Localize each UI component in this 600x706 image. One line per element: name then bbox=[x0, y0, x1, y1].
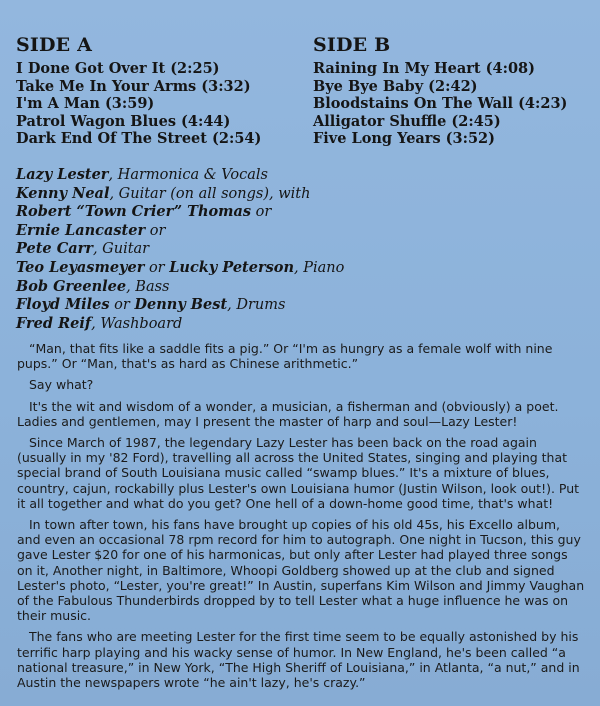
musician-role: , Harmonica & Vocals bbox=[108, 167, 268, 183]
musician-name: Pete Carr bbox=[16, 240, 93, 258]
personnel-credits bbox=[16, 166, 344, 333]
side-b-tracklist bbox=[313, 60, 567, 148]
musician-name: Floyd Miles bbox=[16, 296, 110, 314]
track-item: Patrol Wagon Blues (4:44) bbox=[16, 112, 231, 130]
credit-line bbox=[16, 315, 344, 334]
musician-name: Bob Greenlee bbox=[16, 277, 127, 295]
liner-paragraph: It's the wit and wisdom of a wonder, a musician, a fisherman and (obviously) a poet. Ladies and gentlemen, may I present the master of harp and soul—Lazy Lester! bbox=[17, 398, 559, 429]
track-item: I Done Got Over It (2:25) bbox=[16, 60, 220, 77]
liner-paragraph: “Man, that fits like a saddle fits a pig.” Or “I'm as hungry as a female wolf with nine pups.” Or “Man, that's as hard as Chinese arithmetic.” bbox=[17, 341, 553, 372]
side-a-title: SIDE A bbox=[16, 34, 93, 56]
track-item: Dark End Of The Street (2:54) bbox=[16, 130, 262, 148]
musician-role: , Guitar bbox=[92, 241, 150, 258]
musician-role: , Guitar (on all songs), with bbox=[109, 185, 311, 202]
musician-name: Kenny Neal bbox=[16, 184, 110, 202]
credit-line bbox=[16, 296, 344, 315]
credit-connector: or bbox=[109, 297, 135, 314]
track-item: I'm A Man (3:59) bbox=[16, 95, 155, 113]
musician-name: Denny Best bbox=[134, 296, 228, 314]
credit-line bbox=[16, 240, 344, 259]
musician-role: or bbox=[251, 204, 272, 221]
musician-name: Robert “Town Crier” Thomas bbox=[16, 203, 252, 221]
track-item: Alligator Shuffle (2:45) bbox=[313, 112, 501, 130]
liner-paragraph: The fans who are meeting Lester for the first time seem to be equally astonished by his terrific harp playing and his wacky sense of humor. In New England, he's been called “a national treasure,” in New York, “The High Sheriff of Louisiana,” in Atlanta, “a nut,” and in Austin the newspapers wrote “he ain't lazy, he's crazy.” bbox=[17, 629, 580, 691]
credit-connector: or bbox=[144, 259, 170, 276]
side-a-tracklist bbox=[16, 60, 261, 148]
musician-role: , Bass bbox=[126, 278, 170, 295]
credit-line bbox=[16, 166, 344, 185]
liner-paragraph: Say what? bbox=[29, 377, 94, 393]
liner-paragraph: In town after town, his fans have brought up copies of his old 45s, his Excello album, and even an occasional 78 rpm record for him to autograph. One night in Tucson, this guy gave Lester $20 for one of his harmonicas, but only after Lester had played three songs on it, Another night, in Baltimore, Whoopi Goldberg showed up at the club and signed Lester's photo, “Lester, you're great!” In Austin, superfans Kim Wilson and Jimmy Vaughan of the Fabulous Thunderbirds dropped by to tell Lester what a huge influence he was on their music. bbox=[17, 517, 585, 624]
track-item: Bloodstains On The Wall (4:23) bbox=[313, 95, 568, 113]
musician-name: Lazy Lester bbox=[16, 166, 109, 183]
track-item: Five Long Years (3:52) bbox=[313, 130, 496, 148]
liner-paragraph: Since March of 1987, the legendary Lazy Lester has been back on the road again (usually in my '82 Ford), travelling all across the United States, singing and playing that special brand of South Louisiana music called “swamp blues.” It's a mixture of blues, country, cajun, rockabilly plus Lester's own Louisiana humor (Justin Wilson, look out!). Put it all together and what do you get? One hell of a down-home good time, that's what! bbox=[17, 435, 580, 511]
track-item: Bye Bye Baby (2:42) bbox=[313, 77, 478, 95]
musician-name: Ernie Lancaster bbox=[16, 221, 146, 239]
musician-name: Teo Leyasmeyer bbox=[16, 258, 145, 276]
credit-line bbox=[16, 203, 344, 222]
musician-name: Fred Reif bbox=[16, 314, 92, 332]
track-item: Raining In My Heart (4:08) bbox=[313, 60, 536, 77]
track-item: Take Me In Your Arms (3:32) bbox=[16, 77, 251, 95]
side-b-title: SIDE B bbox=[313, 34, 391, 56]
credit-line bbox=[16, 278, 344, 297]
liner-notes bbox=[17, 341, 585, 696]
credit-line bbox=[16, 185, 344, 204]
musician-role: , Drums bbox=[227, 297, 286, 314]
credit-line bbox=[16, 259, 344, 278]
musician-role: or bbox=[145, 222, 166, 239]
musician-role: , Piano bbox=[294, 259, 345, 276]
credit-line bbox=[16, 222, 344, 241]
musician-role: , Washboard bbox=[91, 315, 183, 332]
musician-name: Lucky Peterson bbox=[169, 258, 294, 276]
